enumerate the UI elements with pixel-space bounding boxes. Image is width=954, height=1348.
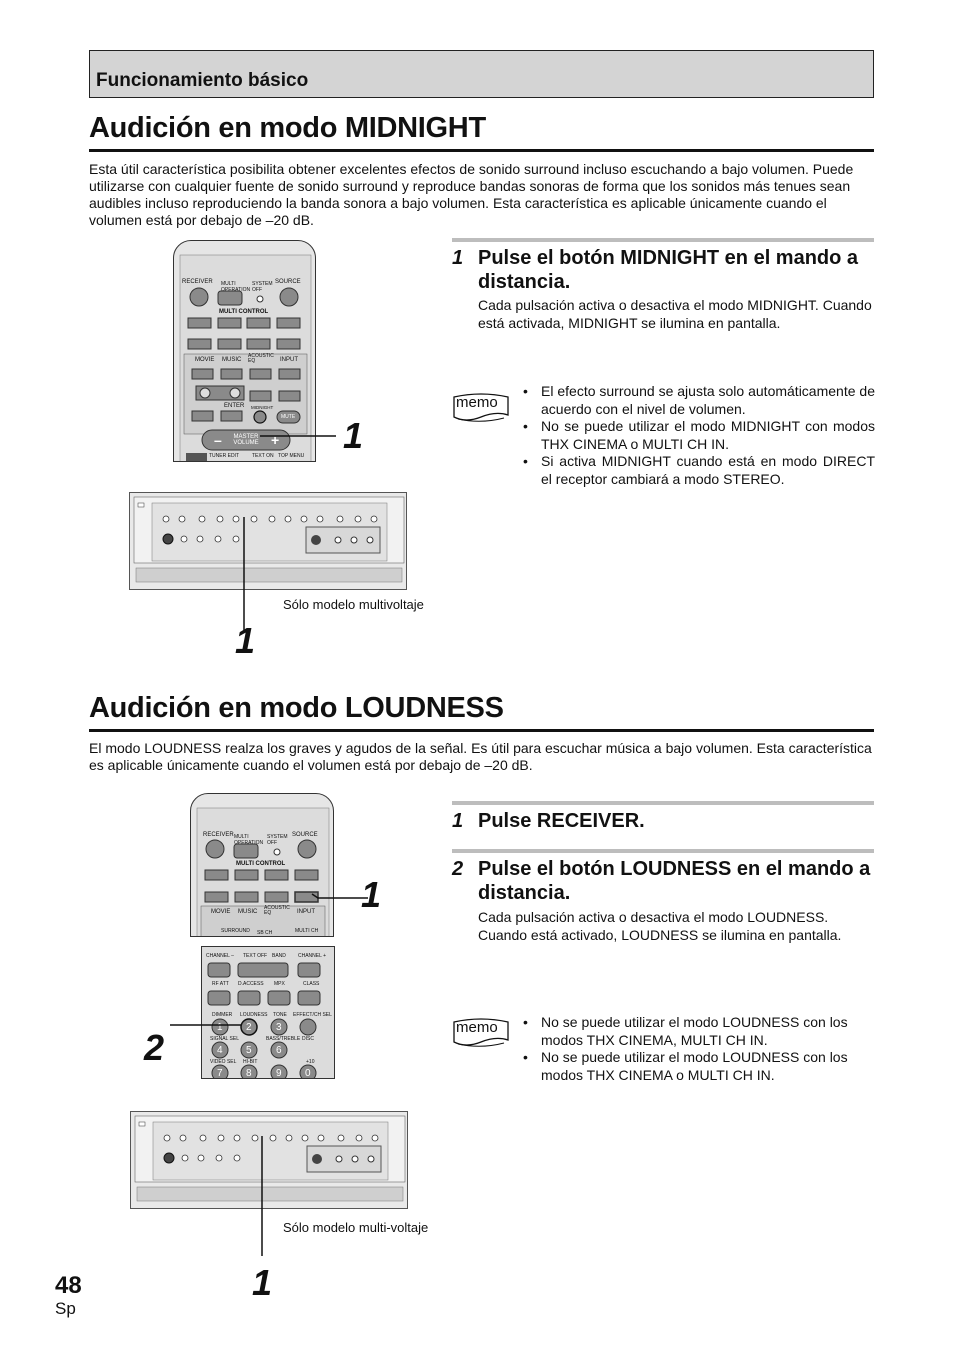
remote-label-music: MUSIC (222, 357, 242, 363)
loudness-step2-body: Cada pulsación activa o desactiva el modo LOUDNESS. Cuando está activado, LOUDNESS se ilumina en pantalla. (478, 909, 842, 943)
midnight-intro: Esta útil característica posibilita obtener excelentes efectos de sonido surround incluso escuchando a bajo volumen. Puede utilizarse con cualquier fuente de sonido surround y reproduce bandas sonoras de forma que los sonidos más tenues sean audibles incluso reproduciendo la banda sonora a bajo volumen. Esta característica es aplicable únicamente cuando el volumen está por debajo de –20 dB. (89, 161, 854, 228)
memo-badge-midnight (452, 391, 510, 428)
callout-line-loudness-button (168, 1010, 243, 1040)
receiver-front-panel-midnight (129, 492, 407, 590)
remote-label-dimmer: DIMMER (212, 1012, 233, 1018)
loudness-title: Audición en modo LOUDNESS (89, 692, 504, 724)
loudness-intro: El modo LOUDNESS realza los graves y agudos de la señal. Es útil para escuchar música a bajo volumen. Esta característica es aplicable únicamente cuando el volumen está por debajo de –20 dB. (89, 740, 872, 773)
remote-label-system-off: SYSTEM OFF (252, 281, 273, 293)
remote-label-signal-sel: SIGNAL SEL (210, 1036, 239, 1042)
remote-key-2: 2 (246, 1022, 252, 1033)
remote-label-plus10: +10 (306, 1059, 315, 1065)
callout-line-loudness-panel (248, 1134, 278, 1258)
remote-label-loudness: LOUDNESS (240, 1012, 268, 1018)
remote-label-effect-ch-sel: EFFECT/CH SEL (293, 1012, 332, 1018)
remote-label-source: SOURCE (275, 279, 301, 285)
loudness-step1-title: Pulse RECEIVER. (478, 810, 645, 832)
remote-label-text-on: TEXT ON (252, 453, 274, 459)
svg-text:+: + (271, 432, 280, 448)
midnight-step-title: Pulse el botón MIDNIGHT en el mando a distancia. (478, 247, 859, 293)
midnight-step-body: Cada pulsación activa o desactiva el modo MIDNIGHT. Cuando está activada, MIDNIGHT se ilumina en pantalla. (478, 297, 872, 331)
callout-number-panel-midnight: 1 (235, 620, 256, 661)
section-header-bar (89, 50, 874, 98)
remote-key-3: 3 (276, 1022, 282, 1033)
remote-label-enter: ENTER (224, 403, 245, 409)
callout-number-panel-loudness: 1 (252, 1262, 273, 1303)
remote-label-d-access: D.ACCESS (238, 981, 264, 987)
remote-label-multi-ch: MULTI CH (295, 928, 319, 934)
remote-label-video-sel: VIDEO SEL (210, 1059, 237, 1065)
remote-label-bass-treble: BASS/TREBLE (266, 1036, 301, 1042)
loudness-caption: Sólo modelo multi-voltaje (283, 1220, 429, 1235)
remote-key-4: 4 (217, 1045, 223, 1056)
callout-line-midnight-panel (230, 515, 260, 635)
midnight-memo-item: • El efecto surround se ajusta solo automáticamente de acuerdo con el nivel de volumen. (523, 383, 875, 418)
receiver-panel-drawing (130, 493, 408, 591)
midnight-title: Audición en modo MIDNIGHT (89, 112, 486, 144)
loudness-step1-rule (452, 801, 874, 805)
loudness-step2-title: Pulse el botón LOUDNESS en el mando a distancia. (478, 858, 871, 904)
remote-label-source: SOURCE (292, 832, 318, 838)
loudness-step1-number: 1 (452, 810, 464, 832)
loudness-title-rule (89, 729, 874, 732)
midnight-memo-item: • No se puede utilizar el modo MIDNIGHT con modos THX CINEMA o MULTI CH IN. (523, 418, 875, 453)
loudness-memo-list (523, 1014, 875, 1084)
remote-label-multi-operation: MULTI OPERATION (234, 834, 264, 846)
remote-label-channel-plus: CHANNEL + (298, 953, 327, 959)
remote-label-master-volume: MASTER VOLUME (233, 434, 259, 446)
remote-label-movie: MOVIE (195, 357, 215, 363)
loudness-step2-number: 2 (452, 858, 464, 880)
memo-label: memo (456, 1019, 498, 1036)
remote-label-music: MUSIC (238, 909, 258, 915)
callout-number-remote-loudness-1: 1 (361, 874, 382, 915)
callout-number-remote-loudness-2: 2 (144, 1027, 165, 1068)
midnight-step-rule (452, 238, 874, 242)
midnight-memo-list (523, 383, 875, 488)
memo-label: memo (456, 394, 498, 411)
midnight-memo-item: • Si activa MIDNIGHT cuando está en modo DIRECT el receptor cambiará a modo STEREO. (523, 453, 875, 488)
callout-number-remote-midnight: 1 (343, 415, 364, 456)
remote-label-input: INPUT (280, 357, 298, 363)
remote-label-channel-minus: CHANNEL – (206, 953, 234, 959)
remote-label-movie: MOVIE (211, 909, 231, 915)
remote-label-system-off: SYSTEM OFF (267, 834, 288, 846)
memo-badge-loudness (452, 1016, 510, 1053)
remote-label-band: BAND (272, 953, 286, 959)
remote-key-6: 6 (276, 1045, 282, 1056)
remote-label-input: INPUT (297, 909, 315, 915)
remote-key-0: 0 (305, 1068, 311, 1079)
remote-label-tuner-edit: TUNER EDIT (209, 453, 239, 459)
remote-label-receiver: RECEIVER (203, 832, 234, 838)
remote-key-7: 7 (217, 1068, 223, 1079)
remote-label-mute: MUTE (281, 414, 296, 420)
remote-label-multi-operation: MULTI OPERATION (221, 281, 251, 293)
remote-key-5: 5 (246, 1045, 252, 1056)
page-language: Sp (55, 1299, 76, 1318)
page-number: 48 (55, 1272, 82, 1299)
loudness-memo-item: • No se puede utilizar el modo LOUDNESS con los modos THX CINEMA o MULTI CH IN. (523, 1049, 875, 1084)
remote-label-acoustic-eq: ACOUSTIC EQ (248, 353, 274, 364)
remote-label-acoustic-eq: ACOUSTIC EQ (264, 905, 290, 916)
midnight-step-number: 1 (452, 247, 464, 269)
remote-label-disc: DISC (302, 1036, 314, 1042)
remote-label-top-menu: TOP MENU (278, 453, 305, 459)
remote-label-multi-control: MULTI CONTROL (219, 309, 269, 315)
remote-key-8: 8 (246, 1068, 252, 1079)
remote-label-midnight: MIDNIGHT (251, 405, 274, 410)
loudness-step2-rule (452, 849, 874, 853)
remote-label-class: CLASS (303, 981, 320, 987)
remote-key-1: 1 (217, 1022, 223, 1033)
remote-label-sb-ch: SB CH (257, 930, 273, 936)
callout-line-midnight-remote (258, 410, 338, 450)
remote-label-rf-att: RF ATT (212, 981, 229, 987)
remote-label-hi-bit: HI-BIT (243, 1059, 258, 1065)
midnight-caption: Sólo modelo multivoltaje (283, 597, 424, 612)
remote-label-text-off: TEXT OFF (243, 953, 268, 959)
loudness-memo-item: • No se puede utilizar el modo LOUDNESS con los modos THX CINEMA, MULTI CH IN. (523, 1014, 875, 1049)
remote-label-multi-control: MULTI CONTROL (236, 861, 286, 867)
section-header-label: Funcionamiento básico (96, 70, 309, 91)
remote-label-mpx: MPX (274, 981, 285, 987)
remote-label-receiver: RECEIVER (182, 279, 213, 285)
remote-key-9: 9 (276, 1068, 282, 1079)
midnight-title-rule (89, 149, 874, 152)
remote-label-tone: TONE (273, 1012, 287, 1018)
svg-text:–: – (214, 432, 222, 448)
remote-label-surround: SURROUND (221, 928, 250, 934)
